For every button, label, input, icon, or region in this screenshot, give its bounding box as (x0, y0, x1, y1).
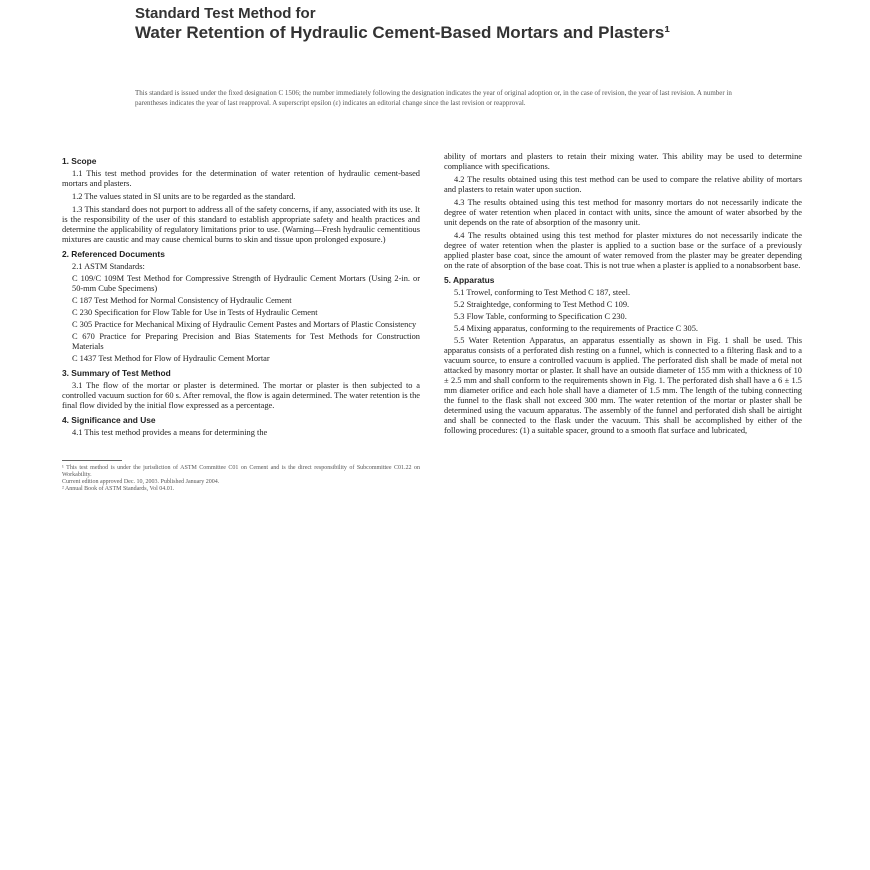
section-heading-summary: 3. Summary of Test Method (62, 368, 171, 378)
apparatus-item: 5.1 Trowel, conforming to Test Method C 187, steel. (454, 288, 631, 297)
apparatus-item: 5.3 Flow Table, conforming to Specification C 230. (454, 312, 627, 321)
document-title (135, 6, 755, 44)
reference-item: C 230 Specification for Flow Table for Use in Tests of Hydraulic Cement (72, 308, 318, 317)
right-column (444, 152, 802, 439)
footnote: ¹ This test method is under the jurisdiction of ASTM Committee C01 on Cement and is the direct responsibility of Subcommittee C01.22 on Workability. (62, 465, 420, 478)
title-line-1: Standard Test Method for (135, 5, 316, 22)
paragraph: 1.1 This test method provides for the determination of water retention of hydraulic cement-based mortars and plasters. (62, 169, 420, 188)
paragraph: 4.2 The results obtained using this test method can be used to compare the relative ability of mortars and plasters to retain water upon suction. (444, 175, 802, 194)
footnote: ² Annual Book of ASTM Standards, Vol 04.01. (62, 486, 175, 492)
title-line-2: Water Retention of Hydraulic Cement-Based Mortars and Plasters¹ (135, 23, 670, 42)
paragraph: 1.3 This standard does not purport to address all of the safety concerns, if any, associated with its use. It is the responsibility of the user of this standard to establish appropriate safety and health practices and determine the applicability of regulatory limitations prior to use. (Warning—Fresh hydraulic cementitious mixtures are caustic and may cause chemical burns to skin and tissue upon prolonged exposure.) (62, 205, 420, 244)
apparatus-item: 5.2 Straightedge, conforming to Test Method C 109. (454, 300, 630, 309)
paragraph: 5.5 Water Retention Apparatus, an apparatus essentially as shown in Fig. 1 shall be used. This apparatus consists of a perforated dish resting on a funnel, which is connected to a filtering flask and to a vacuum source, to ensure a controlled vacuum is applied. The perforated dish shall be made of metal not attacked by masonry mortar or plaster. It shall have an outside diameter of 155 mm with a thickness of 10 ± 2.5 mm and shall conform to the requirements shown in Fig. 1. The perforated dish shall have a 6 ± 1.5 mm diameter orifice and each hole shall have a diameter of 1.5 mm. The length of the tubing connecting the funnel to the flask shall not exceed 300 mm. The water retention of the mortar or plaster shall be determined using the vacuum apparatus. The assembly of the funnel and perforated dish shall be airtight and shall be connected to the flask under the vacuum. This shall be accomplished by either of the following procedures: (1) a suitable spacer, ground to a smooth flat surface and lubricated, (444, 336, 802, 435)
designation-note: This standard is issued under the fixed designation C 1506; the number immediately following the designation indicates the year of original adoption or, in the case of revision, the year of last revision. A number in parentheses indicates the year of last reapproval. A superscript epsilon (ε) indicates an editorial change since the last revision or reapproval. (135, 89, 732, 107)
section-heading-referenced-documents: 2. Referenced Documents (62, 249, 165, 259)
paragraph: 4.4 The results obtained using this test method for plaster mixtures do not necessarily indicate the degree of water retention when the plaster is applied to a suction base or the surface of a previously applied plaster base coat, since the amount of water removed from the plaster may be greater depending on the rate of absorption of the base coat. This is not true when a plaster is applied to a nonabsorbent base. (444, 231, 802, 270)
section-heading-scope: 1. Scope (62, 156, 97, 166)
paragraph: 4.3 The results obtained using this test method for masonry mortars do not necessarily indicate the degree of water retention when placed in contact with units, since the amount of water absorbed by the unit depends on the rate of absorption of the masonry unit. (444, 198, 802, 227)
paragraph: 4.1 This test method provides a means for determining the (72, 428, 268, 437)
paragraph: 1.2 The values stated in SI units are to be regarded as the standard. (72, 192, 296, 201)
section-heading-significance: 4. Significance and Use (62, 415, 156, 425)
reference-item: 2.1 ASTM Standards: (72, 262, 145, 271)
footnote-divider (62, 460, 122, 461)
reference-item: C 670 Practice for Preparing Precision and Bias Statements for Test Methods for Construction Materials (72, 332, 420, 351)
left-column (62, 152, 420, 493)
footnote: Current edition approved Dec. 10, 2003. Published January 2004. (62, 479, 220, 485)
paragraph: 3.1 The flow of the mortar or plaster is determined. The mortar or plaster is then subjected to a controlled vacuum suction for 60 s. After removal, the flow is again determined. The water retention is the final flow divided by the initial flow expressed as a percentage. (62, 381, 420, 410)
reference-item: C 187 Test Method for Normal Consistency of Hydraulic Cement (72, 296, 292, 305)
section-heading-apparatus: 5. Apparatus (444, 275, 495, 285)
reference-item: C 1437 Test Method for Flow of Hydraulic Cement Mortar (72, 354, 270, 363)
apparatus-item: 5.4 Mixing apparatus, conforming to the requirements of Practice C 305. (454, 324, 698, 333)
paragraph: ability of mortars and plasters to retain their mixing water. This ability may be used to determine compliance with specifications. (444, 152, 802, 171)
reference-item: C 109/C 109M Test Method for Compressive Strength of Hydraulic Cement Mortars (Using 2-in. or 50-mm Cube Specimens) (72, 274, 420, 293)
reference-item: C 305 Practice for Mechanical Mixing of Hydraulic Cement Pastes and Mortars of Plastic Consistency (72, 320, 417, 329)
